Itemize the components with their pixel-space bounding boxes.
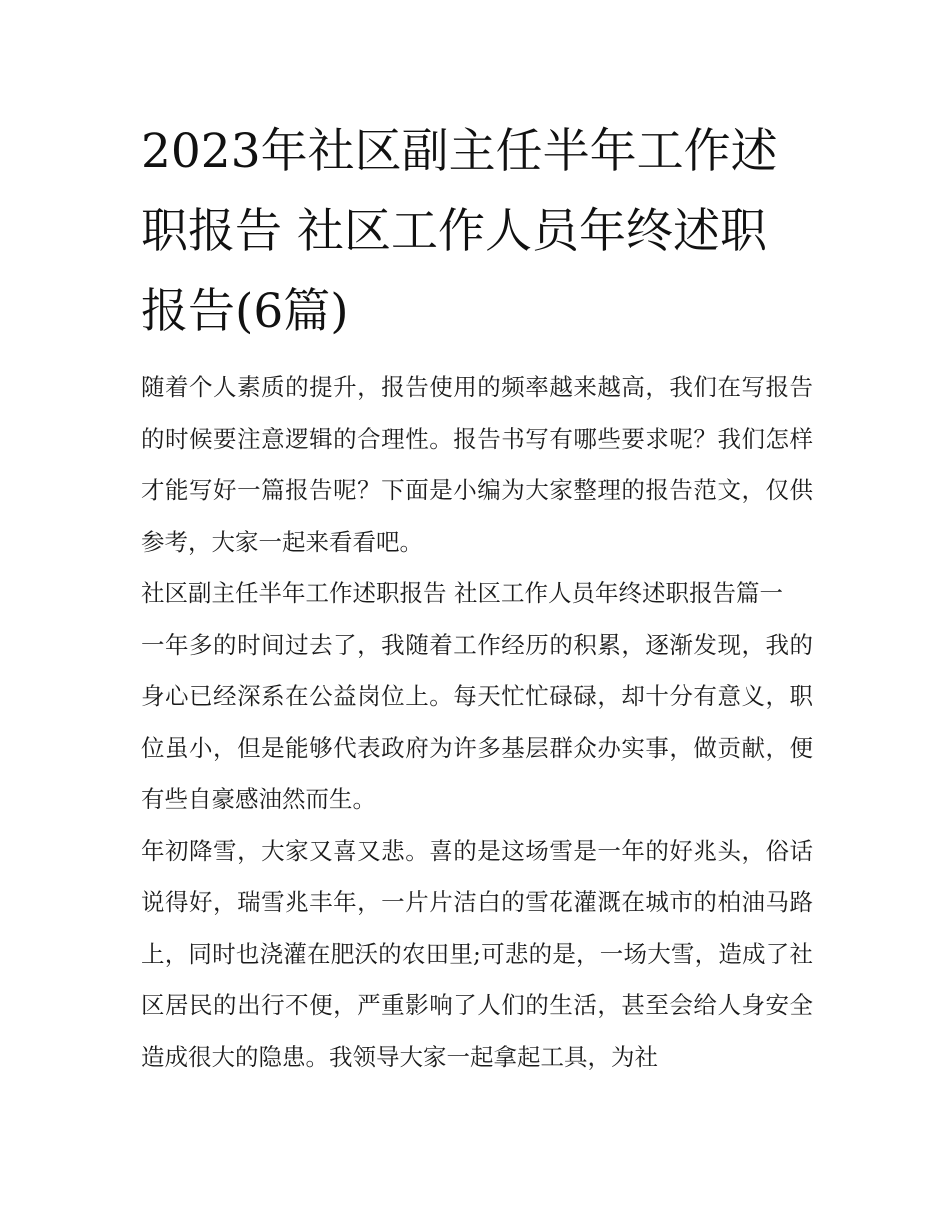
document-body: [141, 112, 813, 1083]
intro-paragraph: 随着个人素质的提升，报告使用的频率越来越高，我们在写报告的时候要注意逻辑的合理性。报告书写有哪些要求呢？我们怎样才能写好一篇报告呢？下面是小编为大家整理的报告范文，仅供参考，大家一起来看看吧。: [141, 373, 813, 556]
document-title: 2023年社区副主任半年工作述职报告 社区工作人员年终述职报告(6篇): [141, 124, 778, 339]
body-paragraph-2: 年初降雪，大家又喜又悲。喜的是这场雪是一年的好兆头，俗话说得好，瑞雪兆丰年，一片片洁白的雪花灌溉在城市的柏油马路上，同时也浇灌在肥沃的农田里;可悲的是，一场大雪，造成了社区居民的出行不便，严重影响了人们的生活，甚至会给人身安全造成很大的隐患。我领导大家一起拿起工具，为社: [141, 836, 813, 1071]
body-paragraph-1: 一年多的时间过去了，我随着工作经历的积累，逐渐发现，我的身心已经深系在公益岗位上。每天忙忙碌碌，却十分有意义，职位虽小，但是能够代表政府为许多基层群众办实事，做贡献，便有些自豪感油然而生。: [141, 630, 813, 813]
section-heading: 社区副主任半年工作述职报告 社区工作人员年终述职报告篇一: [141, 579, 783, 607]
